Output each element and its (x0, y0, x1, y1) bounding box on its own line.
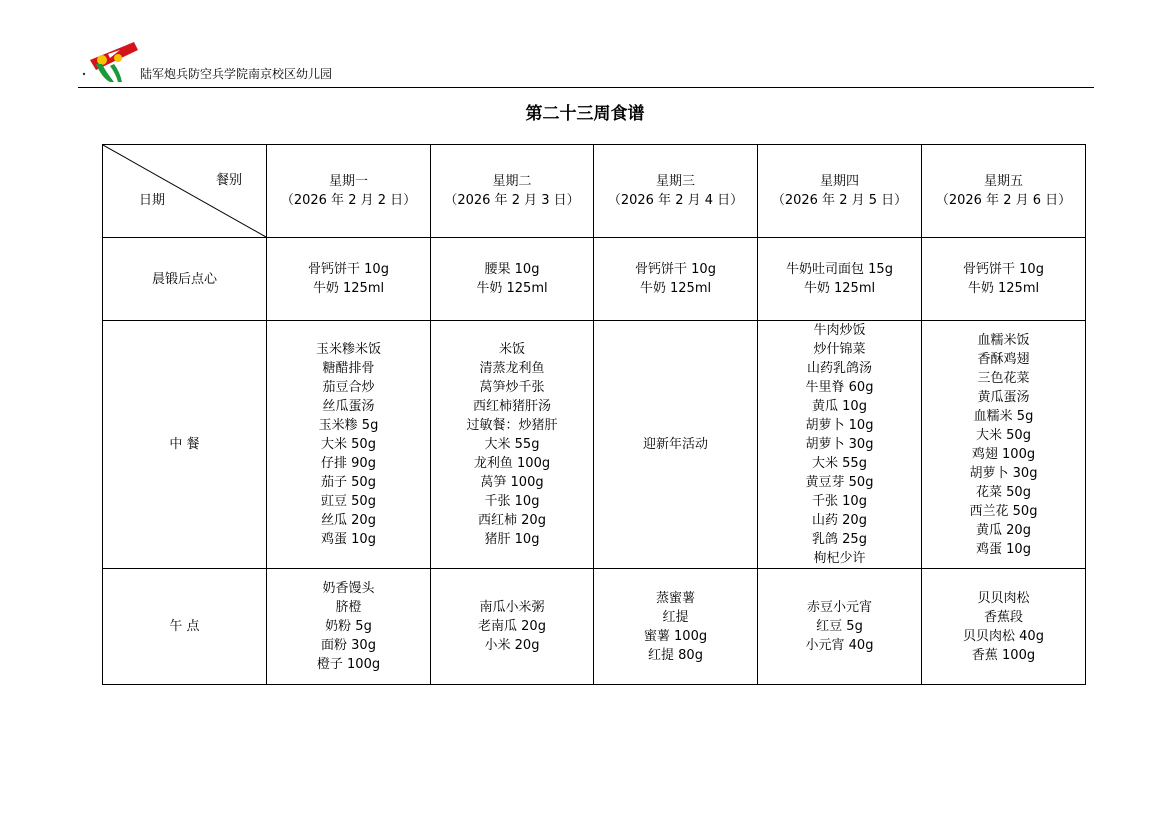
menu-item: 西红柿 20g (478, 513, 546, 528)
menu-item: 茄豆合炒 (322, 380, 375, 395)
menu-item: 赤豆小元宵 (806, 600, 872, 615)
menu-item: 鸡蛋 10g (976, 541, 1031, 557)
page-title: 第二十三周食谱 (525, 104, 645, 124)
menu-item: 三色花菜 (977, 370, 1030, 386)
menu-item: 骨钙饼干 10g (963, 262, 1044, 277)
menu-item: 鸡翅 100g (971, 446, 1036, 462)
menu-item: 清蒸龙利鱼 (479, 361, 545, 376)
menu-item: 蒸蜜薯 (655, 590, 695, 606)
page-header (78, 40, 1094, 88)
menu-item: 骨钙饼干 10g (635, 262, 716, 277)
day-header (922, 145, 1086, 238)
menu-item: 千张 10g (812, 494, 867, 509)
weekday: 星期三 (655, 174, 695, 189)
menu-item: 迎新年活动 (642, 437, 708, 452)
school-name: 陆军炮兵防空兵学院南京校区幼儿园 (140, 67, 333, 81)
menu-cell (594, 321, 758, 569)
menu-cell (431, 569, 594, 685)
menu-item: 玉米糁米饭 (315, 342, 381, 357)
menu-item: 胡萝卜 30g (805, 437, 874, 452)
menu-cell (594, 569, 758, 685)
menu-item: 千张 10g (484, 494, 540, 509)
meal-row-label: 晨锻后点心 (103, 238, 267, 321)
menu-item: 大米 50g (976, 427, 1031, 443)
menu-cell (431, 238, 594, 321)
menu-item: 牛奶 125ml (803, 281, 876, 296)
meal-type-label: 餐别 (215, 173, 242, 188)
menu-item: 丝瓜 20g (321, 513, 376, 528)
menu-item: 蜜薯 100g (643, 628, 708, 644)
menu-item: 丝瓜蛋汤 (322, 399, 375, 414)
meal-row (103, 238, 1086, 321)
menu-item: 牛里脊 60g (805, 380, 874, 395)
day-header (431, 145, 594, 238)
menu-item: 奶香馒头 (322, 581, 375, 596)
menu-item: 红豆 5g (816, 619, 863, 634)
menu-item: 黄豆芽 50g (805, 475, 874, 490)
menu-item: 香蕉 100g (971, 647, 1036, 663)
menu-cell (922, 238, 1086, 321)
menu-item: 香酥鸡翅 (977, 351, 1030, 367)
menu-item: 乳鸽 25g (812, 532, 867, 547)
day-header (594, 145, 758, 238)
weekday: 星期一 (328, 174, 368, 189)
menu-item: 胡萝卜 10g (805, 418, 874, 433)
day-date: （2026 年 2 月 4 日） (607, 193, 744, 208)
menu-item: 南瓜小米粥 (479, 600, 545, 615)
menu-item: 大米 55g (812, 456, 867, 471)
menu-item: 西红柿猪肝汤 (472, 399, 551, 414)
meal-row-label: 中 餐 (103, 321, 267, 569)
menu-item: 小米 20g (484, 638, 540, 653)
menu-item: 茄子 50g (321, 475, 376, 490)
menu-item: 牛奶 125ml (639, 281, 712, 296)
menu-item: 黄瓜 20g (976, 522, 1031, 538)
day-header (267, 145, 431, 238)
menu-item: 牛奶 125ml (476, 281, 548, 296)
menu-item: 大米 50g (321, 437, 376, 452)
menu-item: 豇豆 50g (321, 494, 376, 509)
menu-item: 玉米糁 5g (318, 418, 379, 433)
menu-item: 贝贝肉松 (977, 590, 1030, 606)
meal-row-label: 午 点 (103, 569, 267, 685)
menu-item: 牛奶 125ml (312, 281, 385, 296)
menu-item: 糖醋排骨 (322, 361, 375, 376)
menu-item: 奶粉 5g (325, 619, 372, 634)
menu-cell (267, 321, 431, 569)
menu-item: 牛奶 125ml (967, 281, 1040, 296)
menu-item: 西兰花 50g (969, 503, 1038, 519)
menu-cell (267, 569, 431, 685)
menu-item: 贝贝肉松 40g (963, 628, 1044, 644)
menu-cell (758, 569, 922, 685)
menu-item: 橙子 100g (316, 657, 381, 672)
menu-item: 莴笋 100g (480, 475, 544, 490)
day-date: （2026 年 2 月 3 日） (444, 193, 580, 208)
menu-item: 米饭 (498, 342, 525, 357)
header-divider (78, 87, 1094, 88)
menu-item: 脐橙 (335, 600, 362, 615)
meal-row (103, 321, 1086, 569)
menu-item: 红提 80g (648, 647, 703, 663)
menu-item: 牛奶吐司面包 15g (786, 262, 893, 277)
menu-item: 腰果 10g (484, 262, 540, 277)
menu-item: 血糯米 5g (973, 408, 1034, 424)
menu-item: 过敏餐：炒猪肝 (466, 418, 558, 433)
corner-cell (103, 145, 267, 238)
diagonal-divider (103, 145, 266, 237)
menu-item: 大米 55g (484, 437, 540, 452)
weekday: 星期二 (492, 174, 532, 189)
meal-row (103, 569, 1086, 685)
weekday: 星期五 (983, 174, 1023, 189)
menu-item: 花菜 50g (976, 484, 1031, 500)
menu-item: 小元宵 40g (805, 638, 874, 653)
menu-item: 枸杞少许 (813, 551, 866, 566)
date-label: 日期 (139, 193, 166, 208)
menu-item: 龙利鱼 100g (473, 456, 551, 471)
menu-table (102, 144, 1086, 685)
menu-cell (922, 569, 1086, 685)
menu-item: 血糯米饭 (977, 332, 1030, 348)
day-date: （2026 年 2 月 6 日） (935, 193, 1072, 208)
menu-cell (431, 321, 594, 569)
menu-item: 黄瓜 10g (812, 399, 867, 414)
menu-item: 香蕉段 (983, 609, 1023, 625)
menu-item: 莴笋炒千张 (479, 380, 545, 395)
menu-item: 面粉 30g (321, 638, 376, 653)
table-header-row (103, 145, 1086, 238)
menu-item: 鸡蛋 10g (321, 532, 376, 547)
menu-item: 红提 (662, 609, 689, 625)
kindergarten-logo (80, 40, 138, 82)
day-date: （2026 年 2 月 2 日） (280, 193, 417, 208)
menu-cell (922, 321, 1086, 569)
menu-item: 山药 20g (812, 513, 867, 528)
menu-item: 仔排 90g (321, 456, 376, 471)
menu-item: 黄瓜蛋汤 (977, 389, 1030, 405)
menu-item: 牛肉炒饭 (813, 323, 866, 338)
menu-item: 骨钙饼干 10g (308, 262, 389, 277)
menu-item: 老南瓜 20g (478, 619, 546, 634)
menu-cell (267, 238, 431, 321)
menu-cell (594, 238, 758, 321)
menu-item: 胡萝卜 30g (969, 465, 1038, 481)
menu-item: 猪肝 10g (484, 532, 540, 547)
menu-cell (758, 321, 922, 569)
day-date: （2026 年 2 月 5 日） (771, 193, 908, 208)
menu-item: 山药乳鸽汤 (806, 361, 872, 376)
day-header (758, 145, 922, 238)
menu-cell (758, 238, 922, 321)
menu-item: 炒什锦菜 (813, 342, 866, 357)
weekday: 星期四 (819, 174, 859, 189)
